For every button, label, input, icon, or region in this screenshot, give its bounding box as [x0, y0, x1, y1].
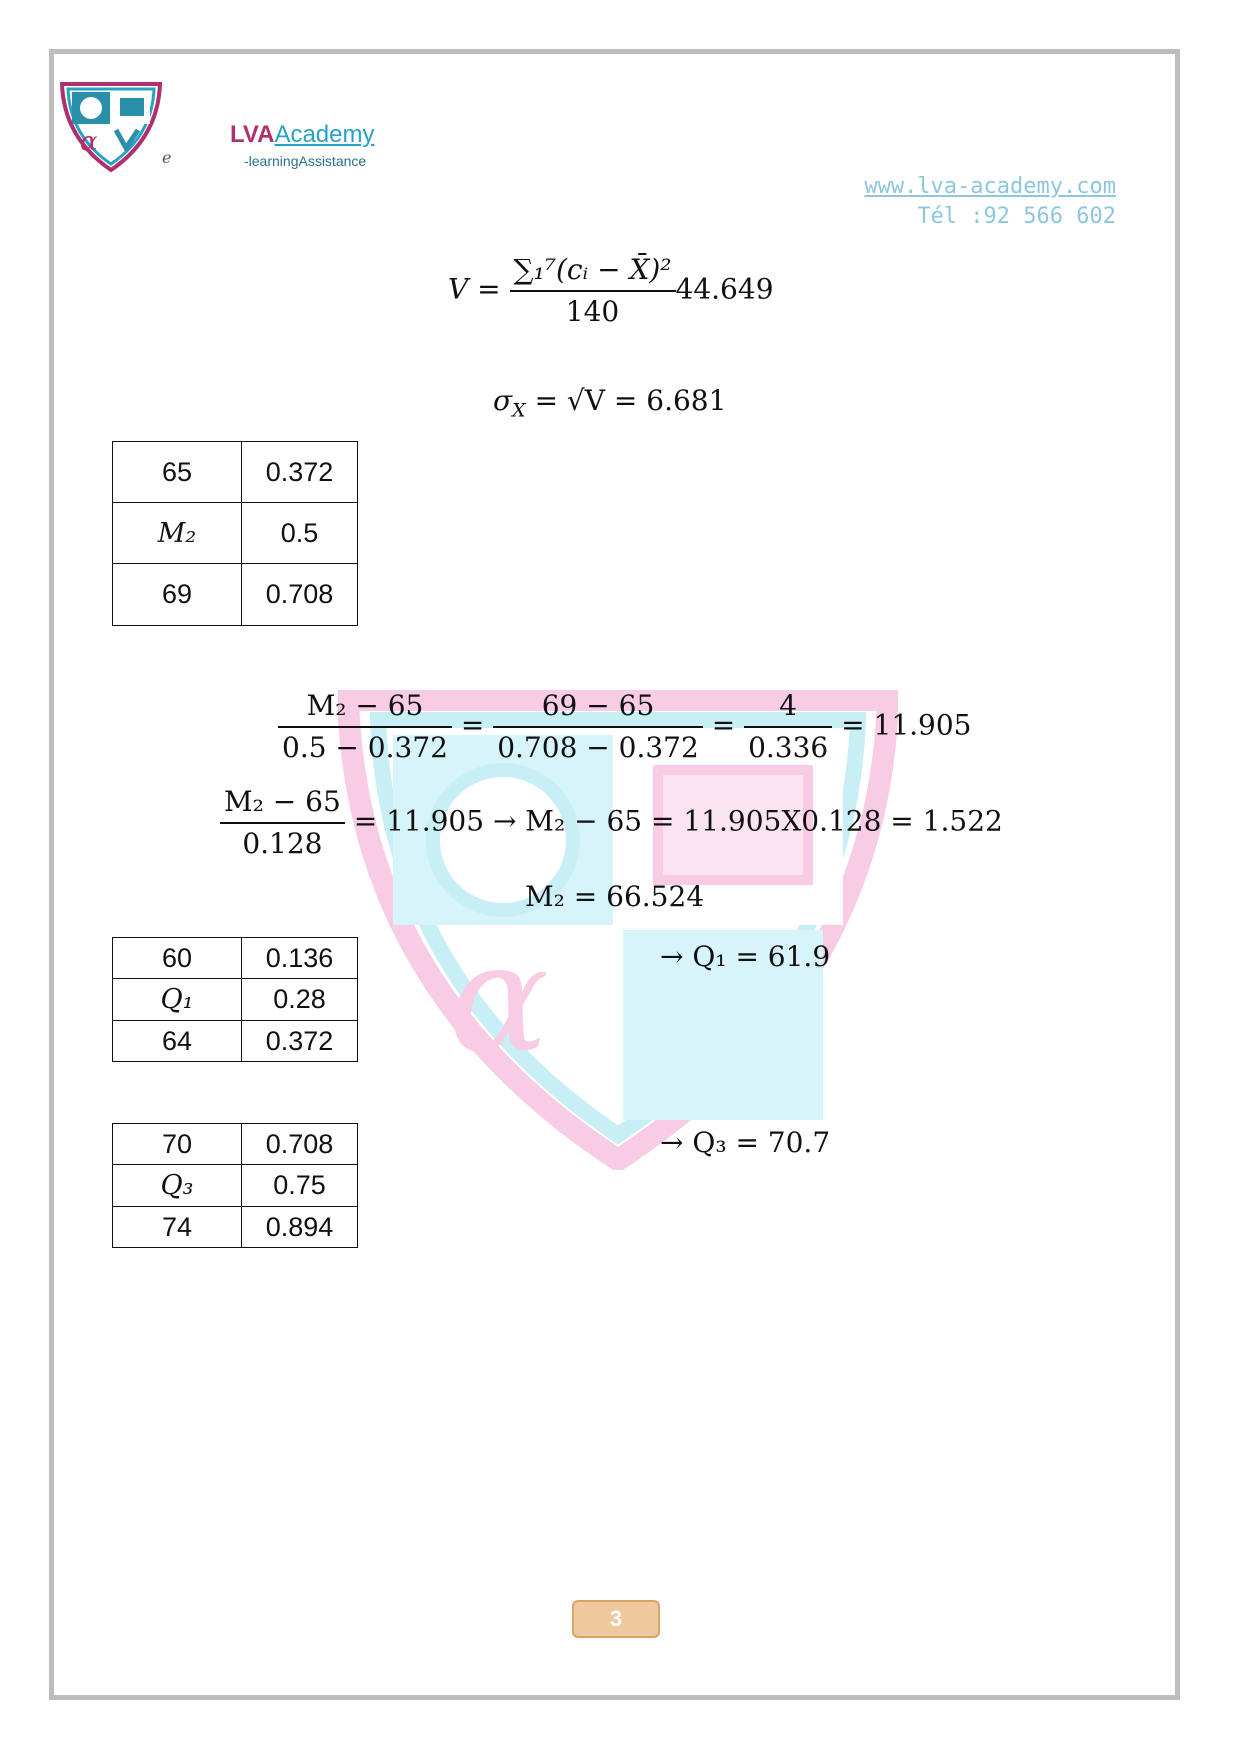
- table-cell: 74: [113, 1207, 242, 1248]
- ratio-fraction-3: [744, 686, 832, 768]
- table-cell: 0.708: [242, 1124, 358, 1165]
- table-cell: 0.28: [242, 979, 358, 1021]
- ratio-numerator-3: 4: [744, 686, 832, 728]
- variance-equation: [448, 250, 774, 332]
- sigma-rest: = √V = 6.681: [534, 384, 727, 417]
- website-link[interactable]: www.lva-academy.com: [864, 174, 1116, 199]
- median-step-equation: [220, 782, 1003, 864]
- variance-value: 44.649: [675, 272, 774, 306]
- table-cell: 0.894: [242, 1207, 358, 1248]
- table-cell: 0.75: [242, 1165, 358, 1207]
- table-cell: 0.5: [242, 503, 358, 564]
- ratio-numerator-1: M₂ − 65: [278, 686, 452, 728]
- svg-text:α: α: [80, 127, 98, 157]
- variance-fraction: [510, 250, 676, 332]
- table-cell: 0.136: [242, 938, 358, 979]
- svg-text:α: α: [448, 912, 550, 1086]
- table-cell: 65: [113, 442, 242, 503]
- ratio-numerator-2: 69 − 65: [493, 686, 703, 728]
- step-numerator: M₂ − 65: [220, 782, 345, 824]
- table-cell: 60: [113, 938, 242, 979]
- ratio-fraction-2: [493, 686, 703, 768]
- q1-result: → Q₁ = 61.9: [660, 940, 831, 973]
- table-cell: 69: [113, 564, 242, 626]
- sigma-subscript: X: [512, 399, 526, 422]
- sigma-equation: [493, 384, 726, 422]
- table-cell: 0.708: [242, 564, 358, 626]
- variance-lhs: V =: [448, 272, 501, 306]
- step-denominator: 0.128: [242, 827, 323, 860]
- ratio-denominator-1: 0.5 − 0.372: [282, 731, 448, 764]
- ratio-denominator-3: 0.336: [748, 731, 829, 764]
- ratio-fraction-1: [278, 686, 452, 768]
- table-cell: 0.372: [242, 1021, 358, 1062]
- q1-table: [112, 937, 358, 1062]
- ratio-denominator-2: 0.708 − 0.372: [497, 731, 699, 764]
- logo-e-letter: e: [162, 148, 172, 167]
- median-result: M₂ = 66.524: [525, 880, 705, 913]
- page-number: 3: [572, 1600, 660, 1638]
- step-rest: = 11.905 → M₂ − 65 = 11.905X0.128 = 1.522: [353, 804, 1003, 838]
- variance-numerator: ∑₁⁷(cᵢ − X̄)²: [510, 250, 676, 292]
- variance-denominator: 140: [565, 295, 620, 328]
- table-cell: 0.372: [242, 442, 358, 503]
- brand-lva: LVA: [230, 121, 275, 148]
- lva-logo-icon: [56, 78, 166, 174]
- brand-academy: Academy: [274, 121, 375, 148]
- table-cell: Q₁: [160, 984, 194, 1015]
- table-cell: Q₃: [160, 1170, 194, 1201]
- brand-name: [230, 121, 374, 149]
- ratio-result: = 11.905: [841, 708, 972, 742]
- median-ratio-equation: $\frac{\text{M₂ − 65}}{0.5 - 0.372}$ = $\frac{69 - 65}{0.708 - 0.372}$ = $\frac{4}{0.336}$ = 11.905: [278, 686, 971, 768]
- sigma-symbol: σ: [493, 384, 513, 417]
- q3-result: → Q₃ = 70.7: [660, 1126, 831, 1159]
- median-table: [112, 441, 358, 626]
- table-cell: M₂: [157, 517, 197, 549]
- q3-table: [112, 1123, 358, 1248]
- table-cell: 64: [113, 1021, 242, 1062]
- contact-block: [864, 172, 1116, 232]
- brand-subtitle: -learningAssistance: [244, 153, 367, 169]
- table-cell: 70: [113, 1124, 242, 1165]
- phone-number: Tél :92 566 602: [917, 204, 1116, 229]
- step-fraction: [220, 782, 345, 864]
